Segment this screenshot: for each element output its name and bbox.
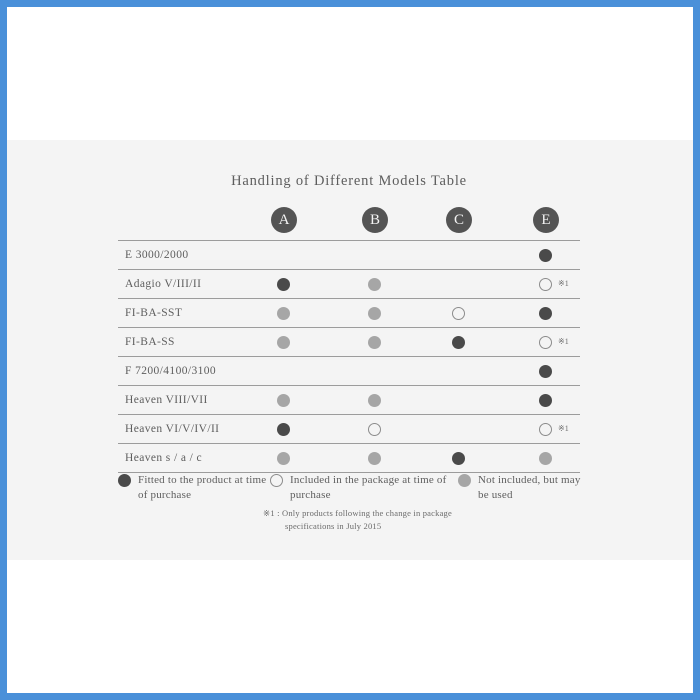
included-dot bbox=[539, 423, 552, 436]
legend-label: Included in the package at time of purchase bbox=[290, 474, 447, 501]
legend-item bbox=[118, 473, 278, 502]
footnote-ref: ※1 bbox=[558, 279, 569, 288]
fitted-dot bbox=[118, 474, 131, 487]
table-row bbox=[118, 385, 580, 414]
not-included-dot bbox=[368, 278, 381, 291]
legend-label: Not included, but may be used bbox=[478, 474, 581, 501]
model-name: Heaven VIII/VII bbox=[125, 394, 208, 406]
fitted-dot bbox=[452, 452, 465, 465]
legend-item bbox=[458, 473, 593, 502]
column-header-b: B bbox=[362, 207, 388, 233]
footnote-ref: ※1 bbox=[558, 337, 569, 346]
table-row bbox=[118, 414, 580, 443]
not-included-dot bbox=[368, 452, 381, 465]
table-row bbox=[118, 269, 580, 298]
not-included-dot bbox=[368, 394, 381, 407]
included-dot bbox=[539, 278, 552, 291]
model-name: FI-BA-SST bbox=[125, 307, 183, 319]
included-dot bbox=[270, 474, 283, 487]
not-included-dot bbox=[277, 452, 290, 465]
model-name: FI-BA-SS bbox=[125, 336, 175, 348]
fitted-dot bbox=[277, 278, 290, 291]
not-included-dot bbox=[277, 394, 290, 407]
column-header-e: E bbox=[533, 207, 559, 233]
table-row bbox=[118, 240, 580, 269]
not-included-dot bbox=[277, 336, 290, 349]
legend-label: Fitted to the product at time of purchase bbox=[138, 474, 267, 501]
column-header-c: C bbox=[446, 207, 472, 233]
model-name: Heaven s / a / c bbox=[125, 452, 202, 464]
table-title: Handling of Different Models Table bbox=[231, 173, 467, 189]
not-included-dot bbox=[368, 307, 381, 320]
table-body bbox=[118, 240, 580, 473]
model-name: Heaven VI/V/IV/II bbox=[125, 423, 220, 435]
model-name: F 7200/4100/3100 bbox=[125, 365, 217, 377]
fitted-dot bbox=[539, 365, 552, 378]
not-included-dot bbox=[277, 307, 290, 320]
models-table-graphic bbox=[118, 7, 580, 693]
not-included-dot bbox=[539, 452, 552, 465]
footnote: ※1 : Only products following the change in package specifications in July 2015 bbox=[263, 508, 452, 532]
fitted-dot bbox=[539, 307, 552, 320]
fitted-dot bbox=[539, 249, 552, 262]
fitted-dot bbox=[452, 336, 465, 349]
table-row bbox=[118, 443, 580, 473]
fitted-dot bbox=[539, 394, 552, 407]
table-row bbox=[118, 356, 580, 385]
model-name: E 3000/2000 bbox=[125, 249, 189, 261]
footnote-ref: ※1 bbox=[558, 424, 569, 433]
column-header-a: A bbox=[271, 207, 297, 233]
fitted-dot bbox=[277, 423, 290, 436]
included-dot bbox=[452, 307, 465, 320]
table-row bbox=[118, 327, 580, 356]
model-name: Adagio V/III/II bbox=[125, 278, 202, 290]
not-included-dot bbox=[458, 474, 471, 487]
included-dot bbox=[539, 336, 552, 349]
included-dot bbox=[368, 423, 381, 436]
not-included-dot bbox=[368, 336, 381, 349]
table-row bbox=[118, 298, 580, 327]
legend-item bbox=[270, 473, 455, 502]
